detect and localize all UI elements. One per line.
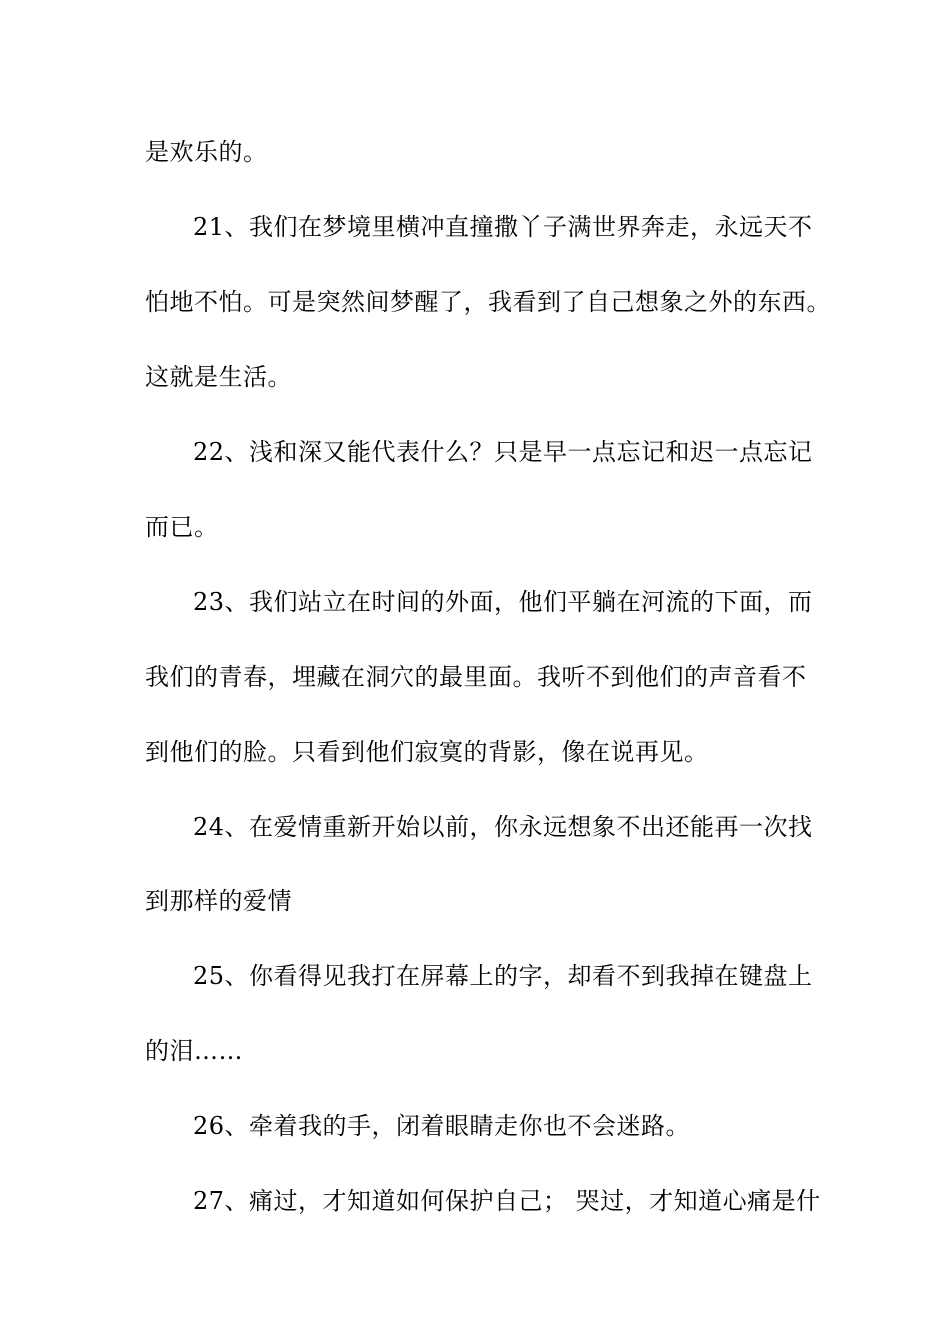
text-line-item-24: 24、在爱情重新开始以前，你永远想象不出还能再一次找 xyxy=(193,813,813,841)
text-line: 的泪…… xyxy=(145,1037,243,1065)
text-line-item-26: 26、牵着我的手，闭着眼睛走你也不会迷路。 xyxy=(193,1112,691,1140)
text-line-item-21: 21、我们在梦境里横冲直撞撒丫子满世界奔走，永远天不 xyxy=(193,213,813,241)
text-line: 怕地不怕。可是突然间梦醒了，我看到了自己想象之外的东西。 xyxy=(145,288,831,316)
text-line: 这就是生活。 xyxy=(145,363,292,391)
text-line: 而已。 xyxy=(145,513,219,541)
text-line: 到他们的脸。只看到他们寂寞的背影，像在说再见。 xyxy=(145,738,709,766)
text-line-item-22: 22、浅和深又能代表什么？只是早一点忘记和迟一点忘记 xyxy=(193,438,813,466)
text-line: 我们的青春，埋藏在洞穴的最里面。我听不到他们的声音看不 xyxy=(145,663,807,691)
text-line-item-23: 23、我们站立在时间的外面，他们平躺在河流的下面，而 xyxy=(193,588,813,616)
text-line: 是欢乐的。 xyxy=(145,138,268,166)
text-line: 到那样的爱情 xyxy=(145,887,292,915)
text-line-item-27: 27、痛过，才知道如何保护自己； 哭过，才知道心痛是什 xyxy=(193,1187,821,1215)
text-line-item-25: 25、你看得见我打在屏幕上的字，却看不到我掉在键盘上 xyxy=(193,962,813,990)
